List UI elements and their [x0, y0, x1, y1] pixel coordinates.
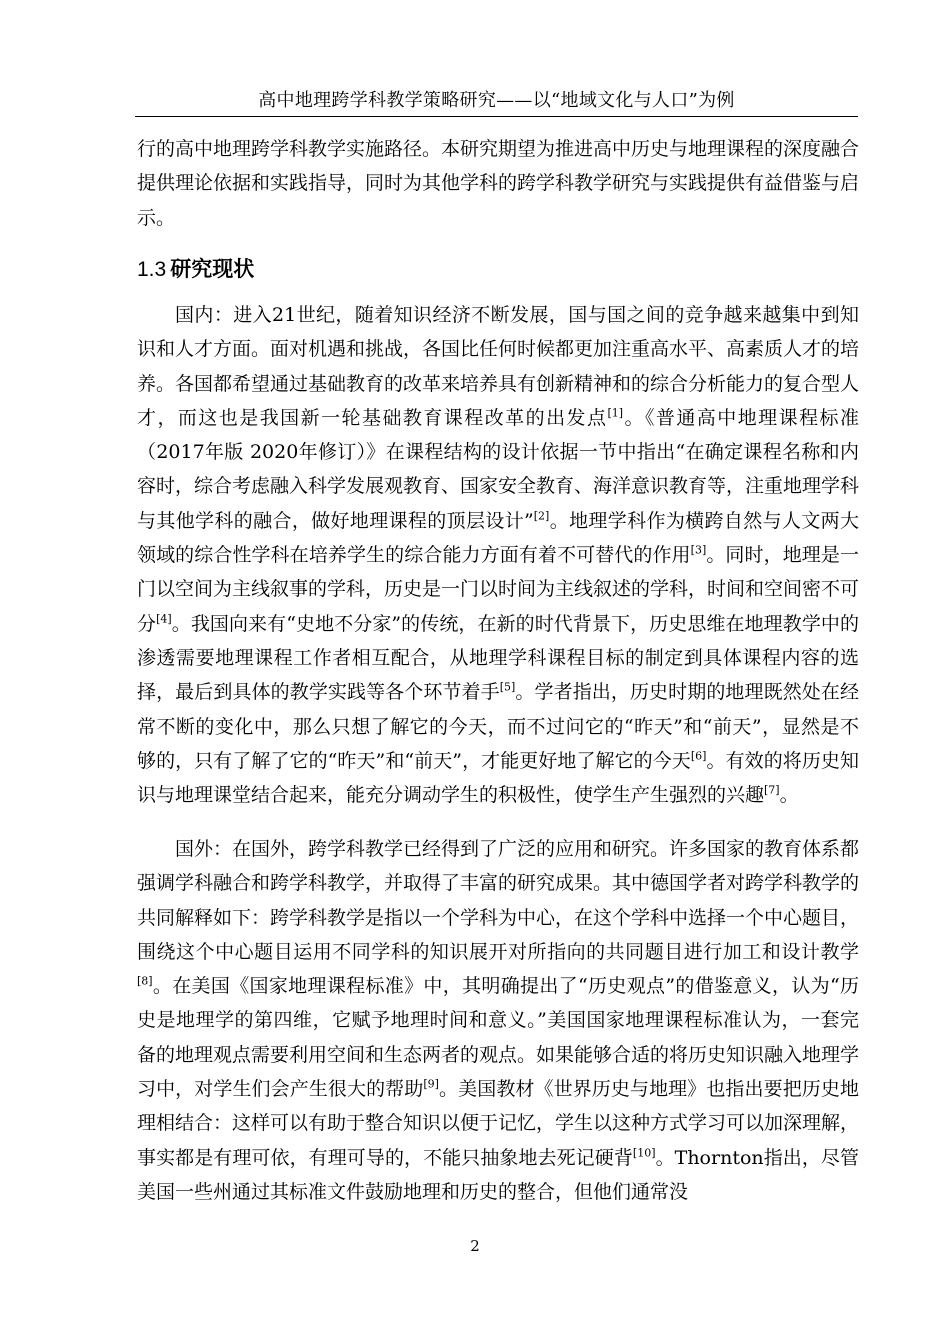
citation-10: [10] [632, 1146, 656, 1160]
foreign-research-paragraph [137, 832, 859, 1209]
text-run: 。《普通高中地理课程标准（2017年版 2020年修订）》在课程结构的设计依据一节中指出“在确定课程名称和内容时，综合考虑融入科学发展观教育、国家安全教育、海洋意识教育等，注重地理学科与其他学科的融合，做好地理课程的顶层设计” [137, 406, 860, 532]
paragraph-text: 行的高中地理跨学科教学实施路径。本研究期望为推进高中历史与地理课程的深度融合提供理论依据和实践指导，同时为其他学科的跨学科教学研究与实践提供有益借鉴与启示。 [137, 138, 860, 229]
citation-7: [7] [764, 783, 780, 797]
citation-2: [2] [533, 509, 550, 523]
paragraph-text [137, 298, 859, 812]
page-number: 2 [470, 1237, 480, 1255]
section-title: 研究现状 [170, 257, 255, 281]
text-run: 。 [779, 784, 799, 807]
text-run: 。在美国《国家地理课程标准》中，其明确提出了“历史观点”的借鉴意义，认为“历史是地理学的第四维，它赋予地理时间和意义。”美国国家地理课程标准认为，一套完备的地理观点需要利用空间和生态两者的观点。如果能够合适的将历史知识融入地理学习中，对学生们会产生很大的帮助 [137, 975, 860, 1101]
text-run: 。美国教材《世界历史与地理》也指出要把历史地理相结合：这样可以有助于整合知识以便于记忆，学生以这种方式学习可以加深理解，事实都是有理可依，有理可导的，不能只抽象地去死记硬背 [137, 1078, 860, 1169]
domestic-research-paragraph [137, 298, 859, 812]
header-rule [135, 116, 858, 117]
continued-paragraph [137, 132, 859, 235]
text-run: 。学者指出，历史时期的地理既然处在经常不断的变化中，那么只想了解它的今天，而不过问它的“昨天”和“前天”，显然是不够的，只有了解了它的“昨天”和“前天”，才能更好地了解它的今天 [137, 681, 859, 772]
text-run: 。地理学科作为横跨自然与人文两大领域的综合性学科在培养学生的综合能力方面有着不可替代的作用 [137, 509, 859, 567]
section-number: 1.3 [137, 258, 167, 281]
section-heading [137, 254, 254, 285]
text-run: 国内：进入21世纪，随着知识经济不断发展，国与国之间的竞争越来越集中到知识和人才方面。面对机遇和挑战，各国比任何时候都更加注重高水平、高素质人才的培养。各国都希望通过基础教育的改革来培养具有创新精神和的综合分析能力的复合型人才，而这也是我国新一轮基础教育课程改革的出发点 [137, 304, 860, 429]
citation-1: [1] [607, 406, 624, 420]
citation-4: [4] [156, 612, 172, 626]
citation-6: [6] [690, 749, 707, 763]
text-run: 。我国向来有“史地不分家”的传统，在新的时代背景下，历史思维在地理教学中的渗透需要地理课程工作者相互配合，从地理学科课程目标的制定到具体课程内容的选择，最后到具体的教学实践等各个环节着手 [137, 612, 859, 704]
paragraph-text [137, 832, 859, 1209]
citation-5: [5] [499, 680, 516, 694]
citation-3: [3] [690, 543, 707, 557]
citation-9: [9] [423, 1077, 439, 1091]
text-run: 。同时，地理是一门以空间为主线叙事的学科，历史是一门以时间为主线叙述的学科，时间和空间密不可分 [137, 544, 860, 635]
text-run: 。Thornton指出，尽管美国一些州通过其标准文件鼓励地理和历史的整合，但他们通常没 [137, 1146, 859, 1203]
citation-8: [8] [137, 974, 153, 988]
running-header-title: 高中地理跨学科教学策略研究——以“地域文化与人口”为例 [258, 90, 735, 111]
text-run: 国外：在国外，跨学科教学已经得到了广泛的应用和研究。许多国家的教育体系都强调学科融合和跨学科教学，并取得了丰富的研究成果。其中德国学者对跨学科教学的共同解释如下：跨学科教学是指以一个学科为中心，在这个学科中选择一个中心题目，围绕这个中心题目运用不同学科的知识展开对所指向的共同题目进行加工和设计教学 [137, 838, 860, 963]
text-run: 。有效的将历史知识与地理课堂结合起来，能充分调动学生的积极性，使学生产生强烈的兴趣 [137, 749, 859, 807]
